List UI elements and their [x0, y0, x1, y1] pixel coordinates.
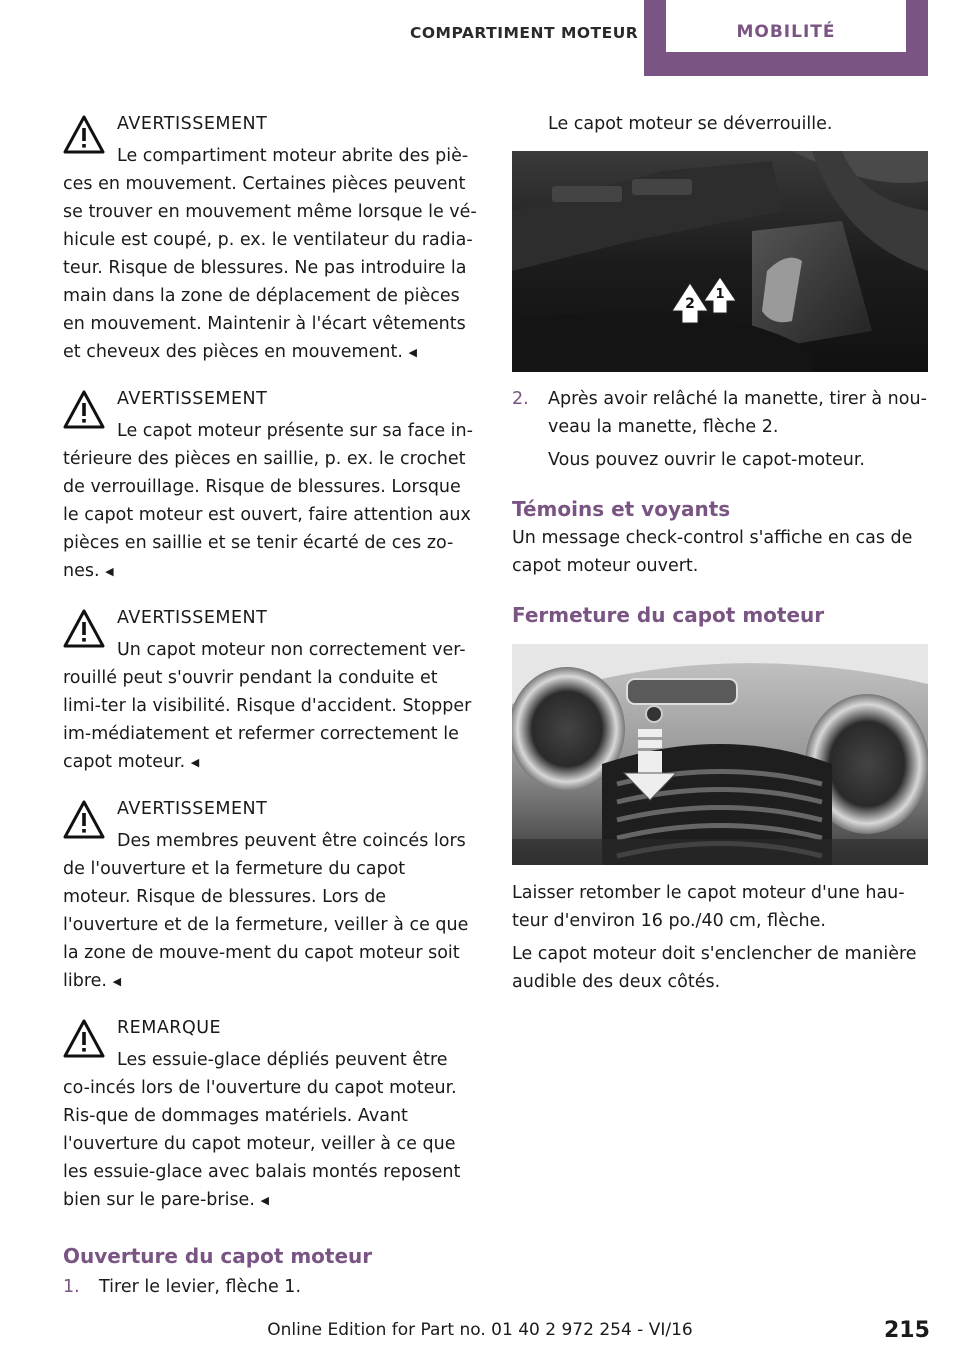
- end-mark-icon: ◀: [260, 1194, 269, 1207]
- section-title-header: COMPARTIMENT MOTEUR: [410, 24, 639, 42]
- end-mark-icon: ◀: [105, 565, 114, 578]
- end-mark-icon: ◀: [408, 346, 417, 359]
- chapter-tab-label: MOBILITÉ: [666, 0, 906, 52]
- warning-triangle-icon: [63, 608, 105, 648]
- warning-triangle-icon: [63, 114, 105, 154]
- warning-block: [63, 795, 477, 996]
- hood-closing-image: [512, 644, 928, 865]
- page-header: [0, 0, 960, 80]
- arrow-1-label: 1: [715, 287, 725, 302]
- step-item: [63, 1273, 477, 1301]
- indicators-section-heading: Témoins et voyants: [512, 497, 731, 521]
- warning-title: AVERTISSEMENT: [117, 114, 268, 134]
- end-mark-icon: ◀: [112, 975, 122, 988]
- indicators-text: Un message check-control s'affiche en cas de capot moteur ouvert.: [512, 528, 913, 576]
- warning-title: AVERTISSEMENT: [117, 389, 268, 409]
- closing-section-heading: Fermeture du capot moteur: [512, 603, 825, 627]
- warning-triangle-icon: [63, 799, 105, 839]
- step-text: Après avoir relâché la manette, tirer à nou-veau la manette, flèche 2.: [548, 389, 927, 437]
- warning-text: Le compartiment moteur abrite des piè-ces en mouvement. Certaines pièces peuvent se trouver en mouvement même lorsque le vé-hicule est coupé, p. ex. le ventilateur du radia-teur. Risque de blessures. Ne pas introduire la main dans la zone de déplacement de pièces en mouvement. Maintenir à l'écart vêtements et cheveux des pièces en mouvement. ◀: [63, 146, 477, 362]
- lever-illustration: [512, 151, 928, 372]
- note-block: [63, 1014, 477, 1215]
- right-column: [512, 110, 928, 996]
- warning-text: Le capot moteur présente sur sa face in-térieure des pièces en saillie, p. ex. le crochet de verrouillage. Risque de blessures. Lorsque le capot moteur est ouvert, faire attention aux pièces en saillie et se tenir écarté de ces zo-nes. ◀: [63, 421, 473, 581]
- warning-text: Des membres peuvent être coincés lors de l'ouverture et la fermeture du capot moteur. Risque de blessures. Lors de l'ouverture et de la fermeture, veiller à ce que la zone de mouve-ment du capot moteur soit libre. ◀: [63, 831, 469, 991]
- end-mark-icon: ◀: [190, 756, 200, 769]
- step-text: Tirer le levier, flèche 1.: [99, 1277, 302, 1297]
- closing-text-2: Le capot moteur doit s'enclencher de manière audible des deux côtés.: [512, 944, 917, 992]
- closing-text-1: Laisser retomber le capot moteur d'une hau-teur d'environ 16 po./40 cm, flèche.: [512, 883, 905, 931]
- arrow-2-label: 2: [685, 296, 695, 312]
- hood-release-lever-image: [512, 151, 928, 372]
- warning-title: AVERTISSEMENT: [117, 799, 268, 819]
- warning-block: [63, 604, 477, 777]
- step-result-text: Vous pouvez ouvrir le capot-moteur.: [548, 450, 865, 470]
- chapter-tab: [644, 0, 928, 76]
- note-title: REMARQUE: [117, 1018, 222, 1038]
- note-text: Les essuie-glace dépliés peuvent être co-incés lors de l'ouverture du capot moteur. Ris-que de dommages matériels. Avant l'ouverture du capot moteur, veiller à ce que les essuie-glace avec balais montés reposent bien sur le pare-brise. ◀: [63, 1050, 461, 1210]
- opening-section-heading: Ouverture du capot moteur: [63, 1244, 373, 1268]
- warning-triangle-icon: [63, 389, 105, 429]
- step-number: 1.: [63, 1277, 80, 1297]
- hood-illustration: [512, 644, 928, 865]
- step-number: 2.: [512, 389, 529, 409]
- warning-text: Un capot moteur non correctement ver-rouillé peut s'ouvrir pendant la conduite et limi-ter la visibilité. Risque d'accident. Stopper im-médiatement et refermer correctement le capot moteur. ◀: [63, 640, 472, 772]
- warning-block: [63, 110, 477, 367]
- unlock-text: Le capot moteur se déverrouille.: [548, 114, 833, 134]
- warning-block: [63, 385, 477, 586]
- edition-footer: Online Edition for Part no. 01 40 2 972 254 - VI/16: [267, 1320, 693, 1340]
- step-item: [512, 385, 928, 441]
- warning-title: AVERTISSEMENT: [117, 608, 268, 628]
- left-column: [63, 110, 477, 1301]
- warning-triangle-icon: [63, 1018, 105, 1058]
- page-number: 215: [884, 1318, 930, 1343]
